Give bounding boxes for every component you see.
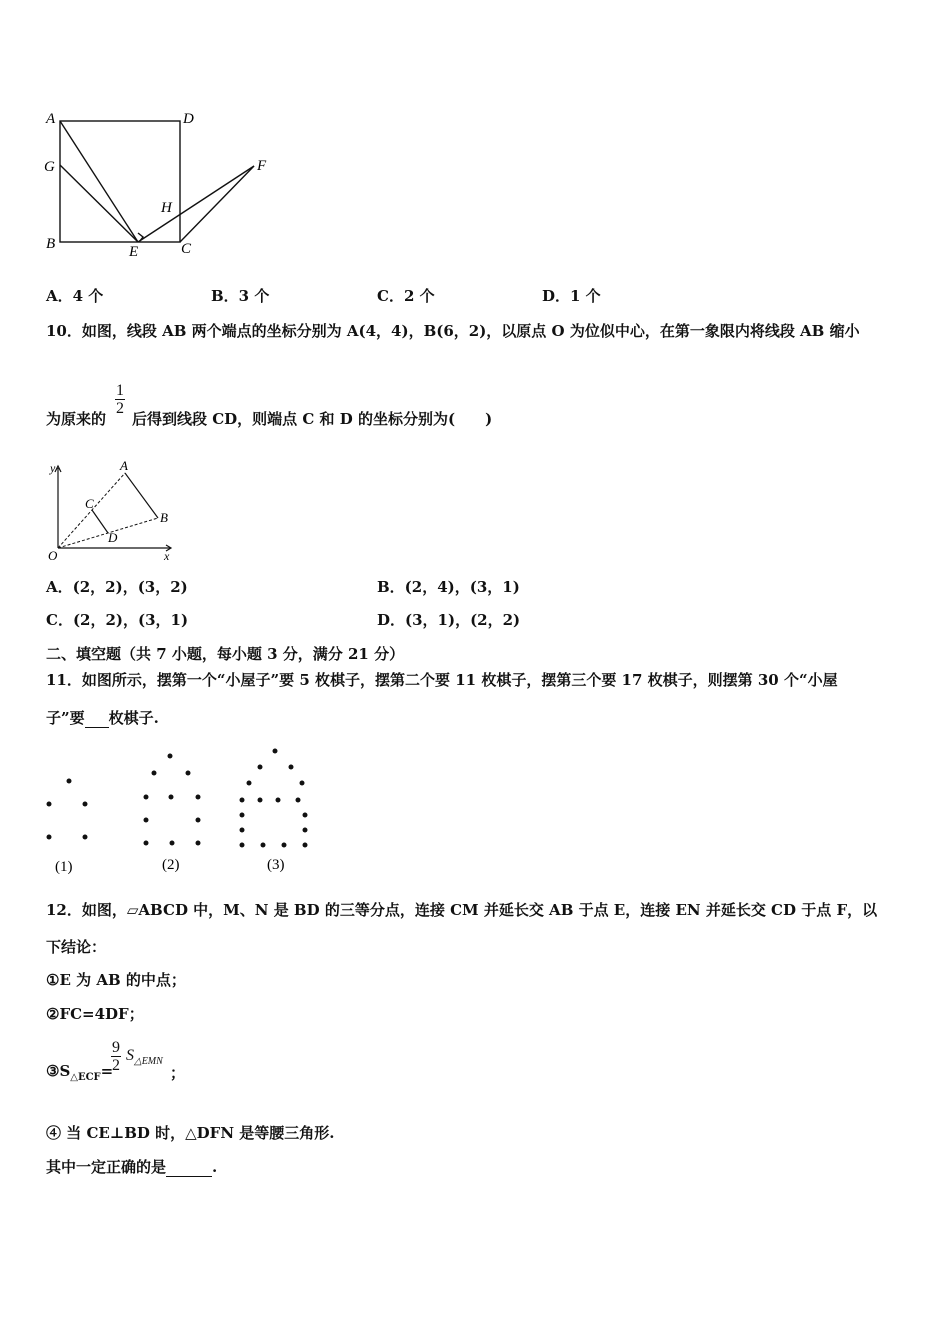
q10-option-c[interactable]: C．(2，2)，(3，1) — [46, 611, 189, 629]
q12-answer-blank[interactable] — [166, 1158, 212, 1177]
q12-final-suffix: . — [212, 1158, 218, 1176]
q9-label-g: G — [44, 159, 55, 175]
q9-label-c: C — [181, 241, 192, 257]
q11-figure — [38, 745, 328, 880]
q11-house-2 — [144, 754, 201, 846]
q12-conclusion-1: ①E 为 AB 的中点； — [46, 971, 186, 989]
q12-c3-subscript: △ECF — [70, 1072, 101, 1083]
q11-house-3 — [240, 749, 308, 848]
q12-c3-equals: = — [100, 1062, 114, 1080]
q11-question-line2 — [46, 707, 159, 728]
q9-option-a[interactable]: A．4 个 — [46, 287, 104, 305]
q9-figure — [38, 105, 278, 265]
q10-label-y: y — [50, 461, 56, 475]
q10-label-o: O — [48, 548, 58, 563]
q12-conclusion-3 — [46, 1062, 113, 1083]
q12-question-line2: 下结论： — [46, 938, 107, 956]
q12-c3-numerator: 9 — [112, 1039, 120, 1056]
q10-figure — [40, 458, 180, 563]
q12-c3-prefix: ③S — [46, 1062, 71, 1080]
q11-question-line1: 11．如图所示，摆第一个“小屋子”要 5 枚棋子，摆第二个要 11 枚棋子，摆第三个要 17 枚棋子，则摆第 30 个“小屋 — [46, 671, 838, 689]
q11-line2-prefix: 子”要 — [46, 709, 85, 727]
q11-answer-blank[interactable] — [85, 709, 109, 728]
q11-caption-3: (3) — [267, 857, 285, 873]
q10-label-x: x — [164, 549, 170, 563]
q12-c3-end: ； — [170, 1064, 186, 1082]
q12-final-line — [46, 1156, 217, 1177]
q12-c3-area — [126, 1047, 163, 1067]
q9-line-ae — [60, 121, 138, 242]
q10-question-line2-prefix: 为原来的 — [46, 410, 107, 428]
q9-line-cf — [180, 166, 254, 242]
q10-option-d[interactable]: D．(3，1)，(2，2) — [377, 611, 521, 629]
q9-label-b: B — [46, 236, 56, 252]
q10-fraction-denominator: 2 — [116, 400, 124, 417]
q11-line2-suffix: 枚棋子. — [108, 709, 159, 727]
q9-line-ge — [60, 165, 138, 242]
q9-right-angle-mark — [138, 233, 143, 242]
q10-label-c: C — [85, 496, 94, 511]
q9-label-h: H — [161, 200, 172, 216]
q10-label-d: D — [108, 530, 118, 545]
q12-c3-fraction — [110, 1039, 122, 1074]
q9-label-a: A — [46, 111, 56, 127]
q12-c3-area-s: S — [126, 1047, 134, 1064]
q11-caption-1: (1) — [55, 859, 73, 875]
q10-segment-ab — [125, 473, 158, 518]
q10-segment-cd — [92, 510, 108, 533]
q10-question-line1: 10．如图，线段 AB 两个端点的坐标分别为 A(4，4)，B(6，2)，以原点 O 为位似中心，在第一象限内将线段 AB 缩小 — [46, 322, 860, 340]
q12-c3-denominator: 2 — [112, 1057, 120, 1074]
q12-final-prefix: 其中一定正确的是 — [46, 1158, 167, 1176]
q9-option-b[interactable]: B．3 个 — [211, 287, 270, 305]
q11-house-1 — [47, 779, 88, 840]
q12-question-line1: 12．如图，▱ABCD 中，M、N 是 BD 的三等分点，连接 CM 并延长交 AB 于点 E，连接 EN 并延长交 CD 于点 F，以 — [46, 901, 878, 919]
q10-fraction-numerator: 1 — [116, 382, 124, 399]
q12-conclusion-2: ②FC=4DF； — [46, 1005, 144, 1023]
q12-c3-area-subscript: △EMN — [134, 1056, 163, 1068]
q11-caption-2: (2) — [162, 857, 180, 873]
q10-question-line2-suffix: 后得到线段 CD，则端点 C 和 D 的坐标分别为( ) — [132, 410, 493, 428]
q10-option-a[interactable]: A．(2，2)，(3，2) — [46, 578, 188, 596]
q10-label-a: A — [120, 458, 128, 473]
q9-option-d[interactable]: D．1 个 — [542, 287, 601, 305]
q9-line-ef — [138, 166, 254, 242]
q9-label-f: F — [257, 158, 267, 174]
q10-option-b[interactable]: B．(2，4)，(3，1) — [377, 578, 520, 596]
q9-label-d: D — [183, 111, 194, 127]
section-2-title: 二、填空题（共 7 小题，每小题 3 分，满分 21 分） — [46, 645, 405, 663]
q12-conclusion-4: ④ 当 CE⊥BD 时，△DFN 是等腰三角形. — [46, 1124, 335, 1142]
q9-label-e: E — [129, 244, 139, 260]
q10-fraction — [114, 382, 126, 417]
q9-option-c[interactable]: C．2 个 — [377, 287, 435, 305]
q10-label-b: B — [160, 510, 168, 525]
